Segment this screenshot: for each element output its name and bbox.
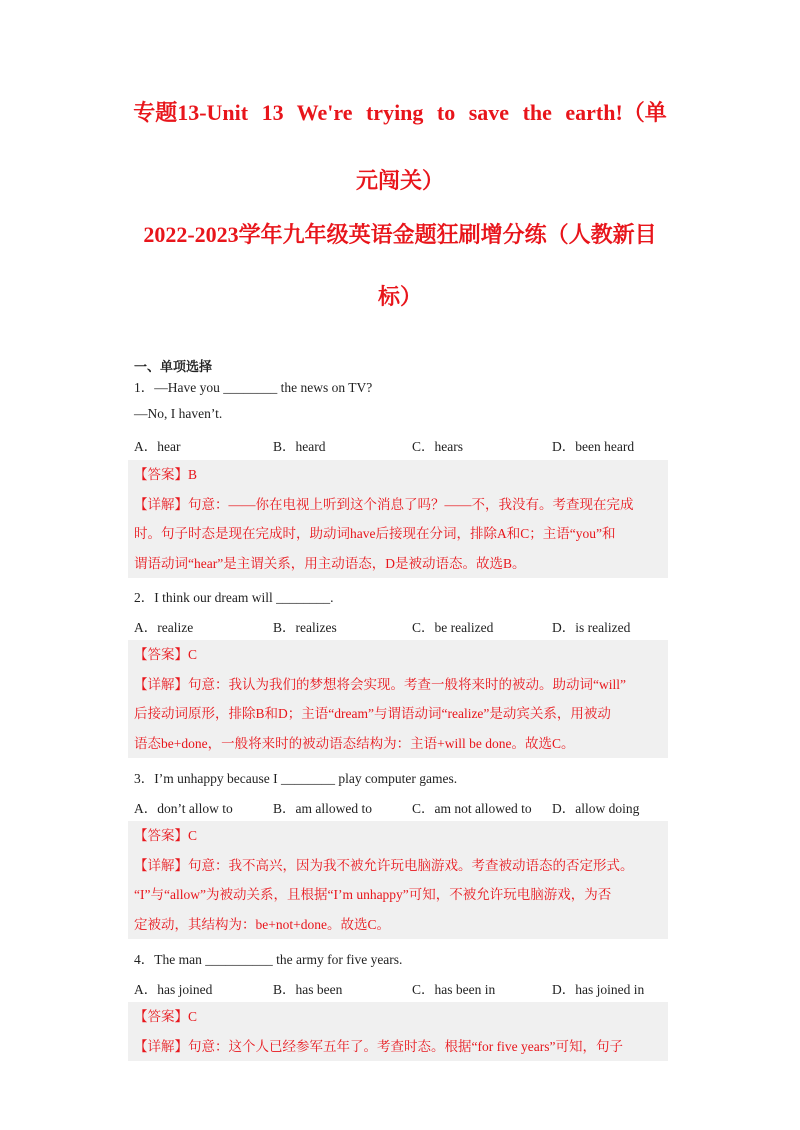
- question-4-option-b: B．has been: [273, 982, 343, 997]
- explanation-line: 定被动，其结构为：be+not+done。故选C。: [134, 916, 390, 932]
- question-1-answer-box: [128, 460, 668, 578]
- explanation-line: 【详解】句意：这个人已经参军五年了。考查时态。根据“for five years”可知，句子: [134, 1038, 623, 1054]
- question-1-option-b: B．heard: [273, 439, 326, 454]
- title-line-2: 元闯关）: [355, 168, 444, 193]
- question-3-stem: 3．I’m unhappy because I ________ play computer games.: [134, 771, 458, 786]
- question-4-option-a: A．has joined: [134, 982, 213, 997]
- question-1-option-d: D．been heard: [552, 439, 635, 454]
- title-line-4: 标）: [377, 284, 422, 309]
- question-2-stem: 2．I think our dream will ________.: [134, 590, 334, 605]
- question-2-answer-box: [128, 640, 668, 758]
- question-3-answer-box: [128, 821, 668, 939]
- question-1-answer: 【答案】B: [134, 467, 198, 482]
- explanation-line: “I”与“allow”为被动关系，且根据“I’m unhappy”可知，不被允许玩电脑游戏，为否: [134, 887, 612, 902]
- question-3-option-b: B．am allowed to: [273, 801, 372, 816]
- question-4-option-c: C．has been in: [412, 982, 496, 997]
- explanation-line: 【详解】句意：我认为我们的梦想将会实现。考查一般将来时的被动。助动词“will”: [134, 676, 626, 692]
- question-2-option-c: C．be realized: [412, 620, 494, 635]
- question-2-option-b: B．realizes: [273, 620, 337, 635]
- question-1-reply: —No, I haven’t.: [134, 406, 223, 421]
- explanation-line: 后接动词原形，排除B和D；主语“dream”与谓语动词“realize”是动宾关系，用被动: [134, 706, 611, 721]
- question-2-answer: 【答案】C: [134, 647, 198, 662]
- explanation-line: 【详解】句意：我不高兴，因为我不被允许玩电脑游戏。考查被动语态的否定形式。: [134, 857, 634, 873]
- question-2-option-a: A．realize: [134, 620, 194, 635]
- question-4-stem: 4．The man __________ the army for five years.: [134, 952, 403, 967]
- question-1-stem: 1．—Have you ________ the news on TV?: [134, 380, 373, 395]
- question-1-option-a: A．hear: [134, 439, 181, 454]
- question-3-option-d: D．allow doing: [552, 801, 640, 816]
- question-3-option-c: C．am not allowed to: [412, 801, 532, 816]
- title-line-3: 2022-2023学年九年级英语金题狂刷增分练（人教新目: [143, 222, 657, 247]
- section-heading: 一、单项选择: [134, 359, 213, 374]
- question-4-answer-box: [128, 1002, 668, 1061]
- title-line-1: 专题13-Unit 13 We're trying to save the earth!（单: [133, 100, 667, 125]
- question-1-option-c: C．hears: [412, 439, 463, 454]
- question-4-answer: 【答案】C: [134, 1009, 198, 1024]
- explanation-line: 时。句子时态是现在完成时，助动词have后接现在分词，排除A和C；主语“you”和: [134, 526, 616, 541]
- question-2-option-d: D．is realized: [552, 620, 631, 635]
- question-3-answer: 【答案】C: [134, 828, 198, 843]
- explanation-line: 语态be+done，一般将来时的被动语态结构为：主语+will be done。故选C。: [134, 735, 575, 751]
- explanation-line: 谓语动词“hear”是主谓关系，用主动语态，D是被动语态。故选B。: [134, 555, 526, 571]
- explanation-line: 【详解】句意：——你在电视上听到这个消息了吗？——不，我没有。考查现在完成: [134, 496, 634, 512]
- question-4-option-d: D．has joined in: [552, 982, 645, 997]
- question-3-option-a: A．don’t allow to: [134, 801, 233, 816]
